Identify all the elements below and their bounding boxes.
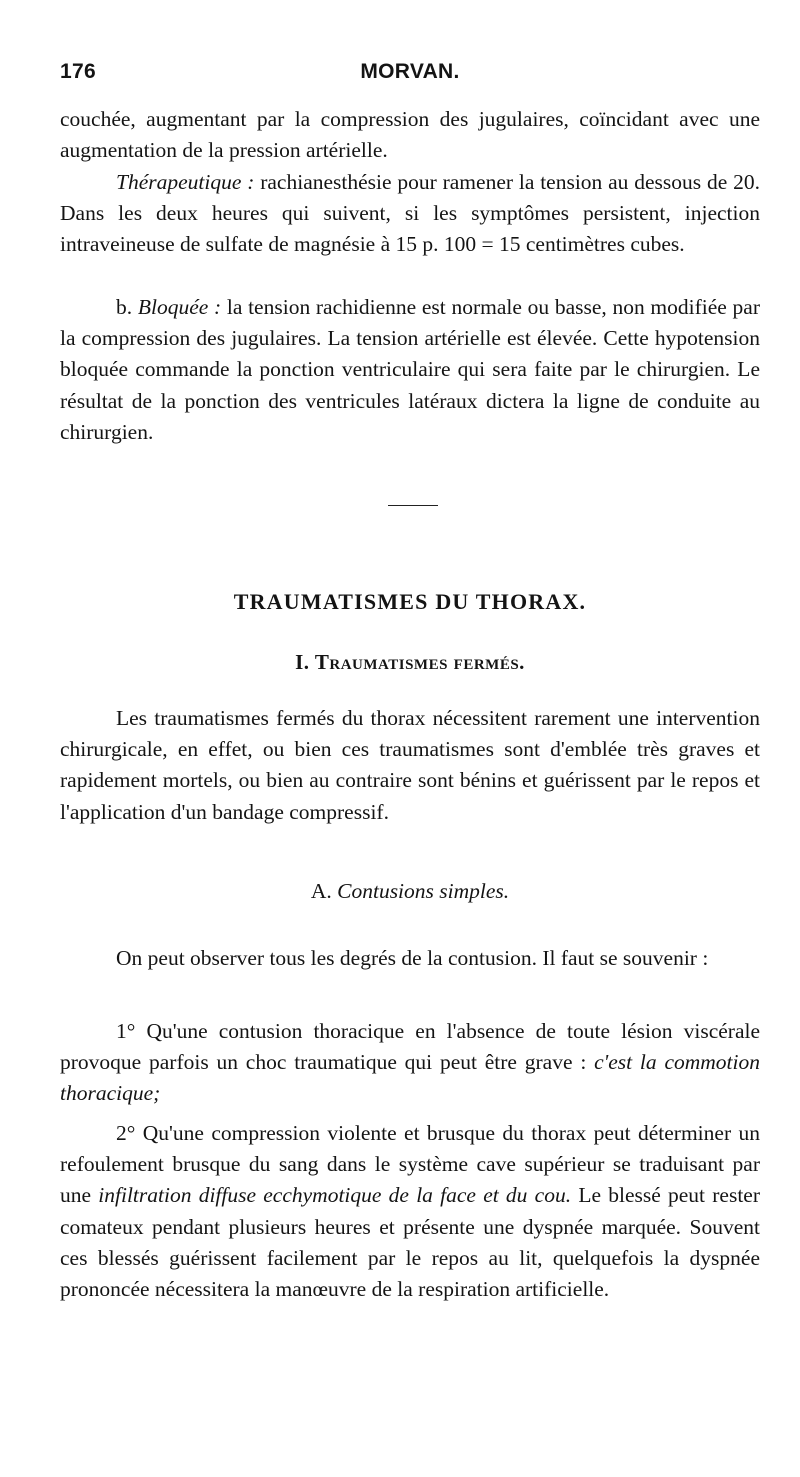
item1-italic: c'est la commotion thoracique;: [60, 1050, 760, 1106]
subsection-title: I. Traumatismes fermés.: [295, 650, 525, 674]
therapeutique-label: Thérapeutique :: [116, 170, 255, 194]
paragraph-lead: [60, 943, 760, 974]
paragraph-text: couchée, augmentant par la compression des jugulaires, coïncidant avec une augmentation de la pression artérielle.: [60, 107, 760, 163]
list-item-2: [60, 1118, 760, 1305]
section-divider: [388, 505, 438, 506]
paragraph-continuation: [60, 104, 760, 166]
paragraph-text: On peut observer tous les degrés de la contusion. Il faut se souvenir :: [116, 946, 709, 970]
paragraph-intro: [60, 703, 760, 828]
paragraph-bloquee: [60, 292, 760, 448]
paragraph-text: 2° Qu'une compression violente et brusque du thorax peut déterminer un refoulement brusque du sang dans le système cave supérieur se traduisant par une: [60, 1121, 760, 1208]
list-item-1: [60, 1016, 760, 1110]
paragraph-text: Le blessé peut rester comateux pendant plusieurs heures et présente une dyspnée marquée. Souvent ces blessés guérissent facilement par le repos au lit, quelquefois la dyspnée prononcée nécessitera la manœuvre de la respiration artificielle.: [60, 1183, 760, 1302]
paragraph-text: la tension rachidienne est normale ou basse, non modifiée par la compression des jugulaires. La tension artérielle est élevée. Cette hypotension bloquée commande la ponction ventriculaire qui sera faite par le chirurgien. Le résultat de la ponction des ventricules latéraux dictera la ligne de conduite au chirurgien.: [60, 295, 761, 444]
section-title: TRAUMATISMES DU THORAX.: [233, 589, 587, 614]
item2-italic: infiltration diffuse ecchymotique de la face et du cou.: [98, 1183, 572, 1208]
paragraph-text: 1° Qu'une contusion thoracique en l'absence de toute lésion viscérale provoque parfois un choc traumatique qui peut être grave :: [60, 1019, 760, 1075]
running-head: [60, 60, 760, 92]
running-head-author: MORVAN.: [360, 60, 460, 83]
subsubsection-text: Contusions simples.: [331, 879, 510, 903]
paragraph-text: Les traumatismes fermés du thorax nécessitent rarement une intervention chirurgicale, en effet, ou bien ces traumatismes sont d'emblée très graves et rapidement mortels, ou bien au contraire sont bénins et guérissent par le repos et l'application d'un bandage compressif.: [60, 706, 760, 824]
subsubsection-title: [60, 879, 760, 904]
bloquee-label: Bloquée :: [137, 295, 222, 319]
subsubsection-letter: A.: [310, 879, 332, 903]
paragraph-text: rachianesthésie pour ramener la tension au dessous de 20. Dans les deux heures qui suivent, si les symptômes persistent, injection intraveineuse de sulfate de magnésie à 15 p. 100 = 15 centimètres cubes.: [60, 170, 760, 257]
paragraph-therapeutique: [60, 167, 760, 261]
list-marker: b.: [116, 295, 138, 319]
page-number: 176: [60, 60, 96, 83]
